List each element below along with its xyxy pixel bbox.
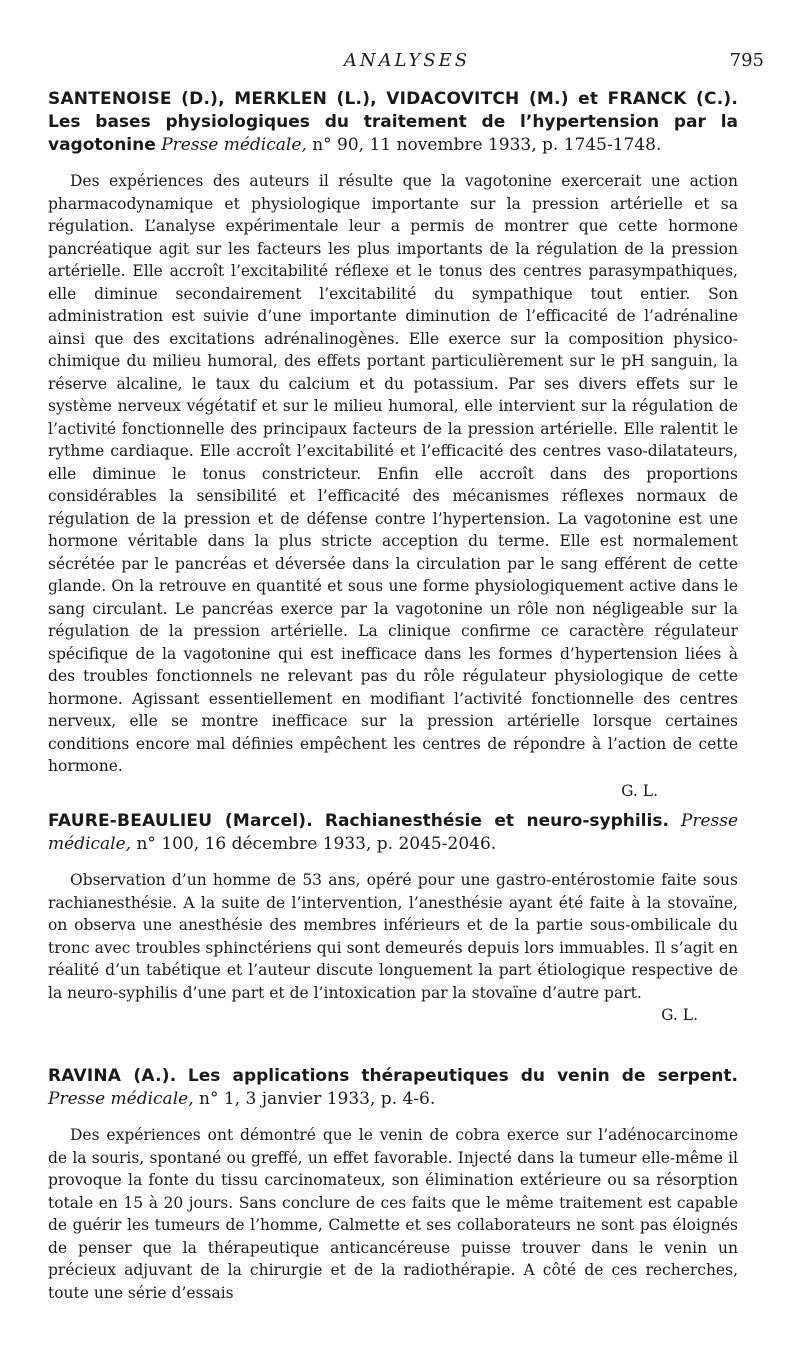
citation-detail: n° 100, 16 décembre 1933, p. 2045-2046. (131, 834, 497, 854)
journal-name: Presse médicale, (48, 1089, 194, 1109)
page-header (50, 50, 764, 72)
reviewer-initials: G. L. (621, 781, 658, 800)
article-abstract (48, 869, 738, 1024)
article-authors: FAURE-BEAULIEU (Marcel). (48, 811, 313, 831)
journal-name: Presse médicale, (48, 811, 739, 854)
article-authors: RAVINA (A.). (48, 1066, 177, 1086)
article-title: Les bases physiologiques du traitement de l’hypertension par la vagotonine (48, 112, 738, 155)
journal-name: Presse médicale, (161, 135, 307, 155)
article-abstract: Des expériences des auteurs il résulte que la vagotonine exercerait une action pharmacodynamique et physiologique importante sur la pression artérielle et sa régulation. L’analyse expérimentale leur a permis de montrer que cette hormone pancréatique agit sur les facteurs les plus importants de la régulation de la pression artérielle. Elle accroît l’excitabilité réflexe et le tonus des centres parasympathiques, elle diminue secondairement l’excitabilité du sympathique tout entier. Son administration est suivie d’une importante diminution de l’efficacité de l’adrénaline ainsi que des excitations adrénalinogènes. Elle exerce sur la composition physico-chimique du milieu humoral, des effets portant particulièrement sur le pH sanguin, la réserve alcaline, le taux du calcium et du potassium. Par ses divers effets sur le système nerveux végétatif et sur le milieu humoral, elle intervient sur la régulation de l’activité fonctionnelle des principaux facteurs de la pression artérielle. Elle ralentit le rythme cardiaque. Elle accroît l’excitabilité et l’efficacité des centres vaso-dilatateurs, elle diminue le tonus constricteur. Enfin elle accroît dans des proportions considérables la sensibilité et l’efficacité des mécanismes réflexes normaux de régulation de la pression et de défense contre l’hypertension. La vagotonine est une hormone véritable dans la plus stricte acception du terme. Elle est normalement sécrétée par le pancréas et déversée dans la circulation par le sang efférent de cette glande. On la retrouve en quantité et sous une forme physiologiquement active dans le sang circulant. Le pancréas exerce par la vagotonine un rôle non négligeable sur la régulation de la pression artérielle. La clinique confirme ce caractère régulateur spécifique de la vagotonine qui est inefficace dans les formes d’hypertension liées à des troubles fonctionnels ne relevant pas du rôle régulateur physiologique de cette hormone. Agissant essentiellement en modifiant l’activité fonctionnelle des centres nerveux, elle se montre inefficace sur la pression artérielle lorsque certaines conditions encore mal définies empêchent les centres de répondre à l’action de cette hormone. (48, 172, 738, 775)
citation-detail: n° 90, 11 novembre 1933, p. 1745-1748. (306, 135, 662, 155)
citation-detail: n° 1, 3 janvier 1933, p. 4-6. (193, 1089, 436, 1109)
reviewer-initials: G. L. (661, 1006, 698, 1024)
article-faure-beaulieu (48, 810, 738, 1027)
article-heading (48, 88, 738, 157)
article-santenoise (48, 88, 738, 800)
article-authors: SANTENOISE (D.), MERKLEN (L.), VIDACOVITCH (M.) et FRANCK (C.). (48, 89, 738, 109)
article-title: Rachianesthésie et neuro-syphilis. (324, 811, 669, 831)
article-ravina (48, 1065, 738, 1304)
article-heading (48, 1065, 738, 1111)
page-number: 795 (729, 50, 764, 71)
article-title: Les applications thérapeutiques du venin de serpent. (187, 1066, 738, 1086)
abstract-text: Observation d’un homme de 53 ans, opéré pour une gastro-entérostomie faite sous rachianesthésie. A la suite de l’intervention, l’anesthésie ayant été faite à la stovaïne, on observa une anesthésie des membres inférieurs et de la partie sous-ombilicale du tronc avec troubles sphinctériens qui sont demeurés depuis lors immuables. Il s’agit en réalité d’un tabétique et l’auteur discute longuement la part étiologique respective de la neuro-syphilis d’une part et de l’intoxication par la stovaïne d’autre part. (48, 871, 738, 1002)
article-heading (48, 810, 738, 856)
running-title: ANALYSES (343, 50, 471, 71)
article-abstract: Des expériences ont démontré que le venin de cobra exerce sur l’adénocarcinome de la souris, spontané ou greffé, un effet favorable. Injecté dans la tumeur elle-même il provoque la fonte du tissu carcinomateux, son élimination extérieure ou sa résorption totale en 15 à 20 jours. Sans conclure de ces faits que le même traitement est capable de guérir les tumeurs de l’homme, Calmette et ses collaborateurs ne sont pas éloignés de penser que la thérapeutique anticancéreuse puisse trouver dans le venin un précieux adjuvant de la chirurgie et de la radiothérapie. A côté de ces recherches, toute une série d’essais (48, 1126, 738, 1302)
